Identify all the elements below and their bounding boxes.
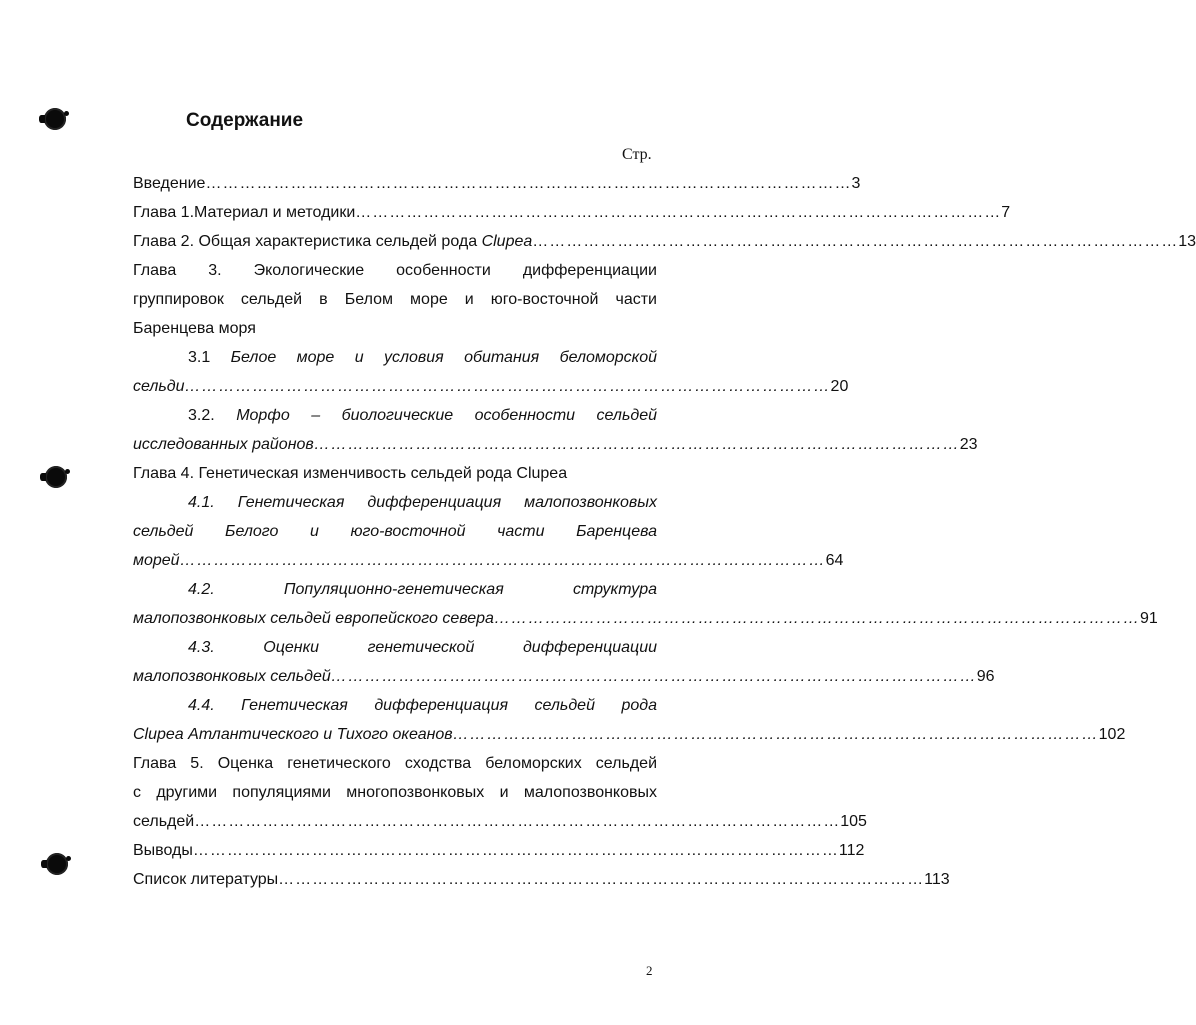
leader-dots: …………………………………………………………………………………………………… (179, 552, 826, 569)
leader-dots: …………………………………………………………………………………………………… (313, 436, 960, 453)
toc-page: 13 (1178, 233, 1196, 250)
punch-hole-bottom (46, 853, 68, 875)
toc-entry-section-4-3-line2: малопозвонковых сельдей …………………………………………………………………………………………………… 96 (133, 662, 657, 691)
toc-entry-section-4-2-line1[interactable]: 4.2. Популяционно-генетическая структура (188, 581, 657, 598)
toc-entry-section-3-2-line2: исследованных районов …………………………………………………………………………………………………… 23 (133, 430, 657, 459)
toc-page: 105 (840, 813, 867, 830)
toc-entry-section-3-1-line1[interactable]: 3.1 Белое море и условия обитания беломорской (188, 349, 658, 366)
toc-page: 20 (830, 378, 849, 395)
toc-page: 102 (1098, 726, 1126, 743)
toc-entry-chapter-5-line2: с другими популяциями многопозвонковых и малопозвонковых (133, 784, 657, 801)
leader-dots: …………………………………………………………………………………………………… (194, 813, 841, 830)
table-of-contents (133, 169, 1196, 894)
toc-entry-intro[interactable]: Введение …………………………………………………………………………………………………… 3 (133, 169, 657, 198)
toc-entry-section-4-4-line1[interactable]: 4.4. Генетическая дифференциация сельдей рода (188, 697, 657, 714)
leader-dots: …………………………………………………………………………………………………… (192, 842, 839, 859)
toc-entry-section-4-1-line3: морей …………………………………………………………………………………………………… 64 (133, 546, 657, 575)
toc-entry-chapter-4[interactable]: Глава 4. Генетическая изменчивость сельдей рода Clupea (133, 465, 568, 482)
leader-dots: …………………………………………………………………………………………………… (205, 175, 852, 192)
toc-entry-chapter-3-line3: Баренцева моря (133, 320, 256, 337)
toc-page: 96 (976, 668, 995, 685)
punch-hole-middle (45, 466, 67, 488)
toc-entry-section-4-4-line2: Clupea Атлантического и Тихого океанов …………………………………………………………………………………………………… 102 (133, 720, 657, 749)
toc-entry-chapter-3-line1[interactable]: Глава 3. Экологические особенности дифференциации (133, 262, 657, 279)
page-title: Содержание (186, 110, 304, 131)
leader-dots: …………………………………………………………………………………………………… (532, 233, 1179, 250)
toc-entry-section-3-1-line2: сельди …………………………………………………………………………………………………… 20 (133, 372, 657, 401)
toc-page: 112 (838, 842, 865, 859)
leader-dots: …………………………………………………………………………………………………… (355, 204, 1002, 221)
leader-dots: …………………………………………………………………………………………………… (493, 610, 1140, 627)
punch-hole-top (44, 108, 66, 130)
toc-page: 91 (1139, 610, 1158, 627)
leader-dots: …………………………………………………………………………………………………… (330, 668, 977, 685)
toc-entry-section-4-1-line2: сельдей Белого и юго-восточной части Баренцева (133, 523, 657, 540)
toc-entry-conclusions[interactable]: Выводы …………………………………………………………………………………………………… 112 (133, 836, 657, 865)
toc-entry-section-4-3-line1[interactable]: 4.3. Оценки генетической дифференциации (188, 639, 657, 656)
toc-entry-chapter-1[interactable]: Глава 1.Материал и методики …………………………………………………………………………………………………… 7 (133, 198, 657, 227)
toc-entry-chapter-2[interactable]: Глава 2. Общая характеристика сельдей рода Clupea …………………………………………………………………………………………………… 13 (133, 227, 657, 256)
leader-dots: …………………………………………………………………………………………………… (452, 726, 1099, 743)
toc-page: 113 (924, 871, 950, 888)
leader-dots: …………………………………………………………………………………………………… (184, 378, 831, 395)
toc-entry-section-3-2-line1[interactable]: 3.2. Морфо – биологические особенности сельдей (188, 407, 657, 424)
page-column-label: Стр. (622, 146, 652, 163)
toc-page: 64 (825, 552, 844, 569)
toc-entry-chapter-5-line1[interactable]: Глава 5. Оценка генетического сходства беломорских сельдей (133, 755, 657, 772)
toc-page: 23 (959, 436, 978, 453)
toc-page: 7 (1001, 204, 1011, 221)
toc-entry-chapter-5-line3: сельдей …………………………………………………………………………………………………… 105 (133, 807, 657, 836)
toc-page: 3 (851, 175, 861, 192)
toc-entry-references[interactable]: Список литературы …………………………………………………………………………………………………… 113 (133, 865, 650, 894)
toc-entry-section-4-2-line2: малопозвонковых сельдей европейского севера …………………………………………………………………………………………………… 91 (133, 604, 657, 633)
leader-dots: …………………………………………………………………………………………………… (278, 871, 925, 888)
toc-entry-section-4-1-line1[interactable]: 4.1. Генетическая дифференциация малопозвонковых (188, 494, 657, 511)
toc-entry-chapter-3-line2: группировок сельдей в Белом море и юго-восточной части (133, 291, 657, 308)
page-number: 2 (646, 963, 653, 978)
